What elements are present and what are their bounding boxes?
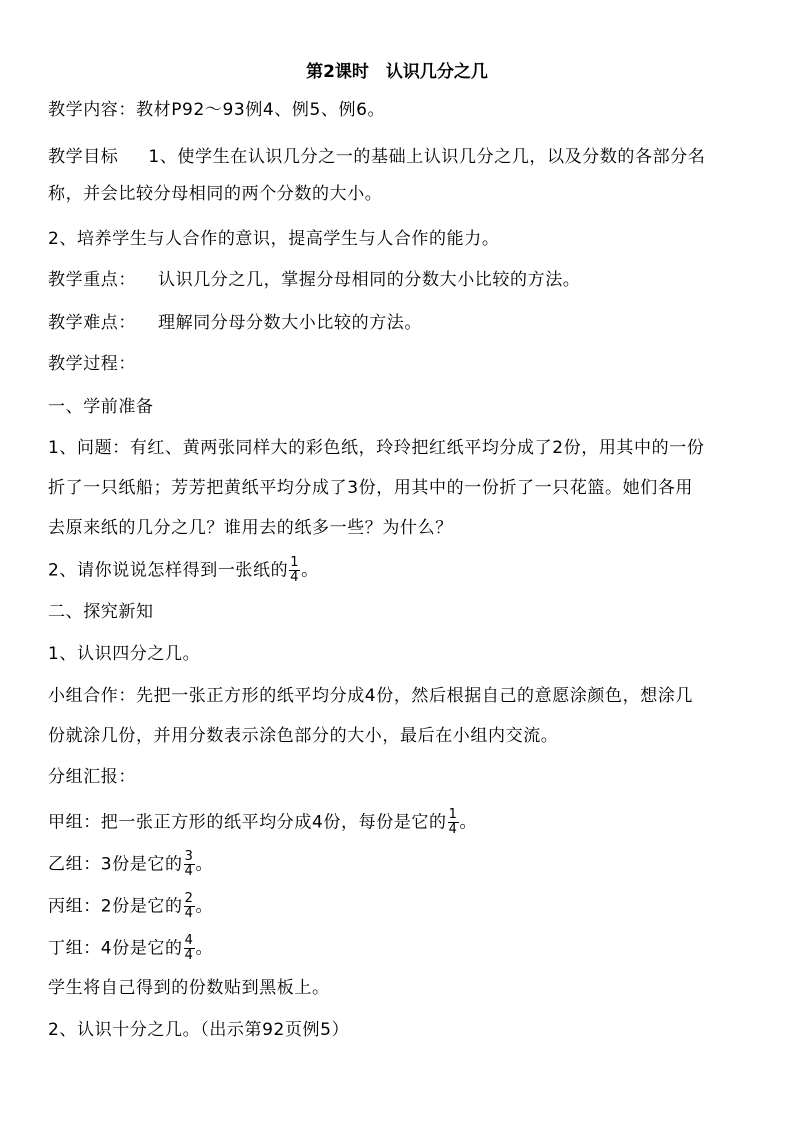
question-1-line-2: 折了一只纸船；芳芳把黄纸平均分成了3份，用其中的一份折了一只花篮。她们各用 [48,478,694,498]
teaching-process: 教学过程： [48,354,136,374]
fraction [184,892,195,921]
fraction-denominator: 4 [184,948,194,963]
report-group-ding [48,934,758,963]
fraction-denominator: 4 [184,906,194,921]
teaching-content: 教学内容：教材P92～93例4、例5、例6。 [48,100,386,120]
report-yi-text: 乙组：3份是它的 [48,854,183,875]
fraction-denominator: 4 [184,864,194,879]
teaching-difficulty [48,311,758,335]
report-bing-text: 丙组：2份是它的 [48,896,183,917]
report-group-jia [48,808,758,837]
fraction [184,850,195,879]
fraction [448,808,459,837]
difficulty-label: 教学难点： [48,313,136,333]
group-cooperation-line-2: 份就涂几份，并用分数表示涂色部分的大小，最后在小组内交流。 [48,726,559,746]
fraction-numerator: 1 [290,555,300,570]
fraction [184,934,195,963]
question-1-line-1: 1、问题：有红、黄两张同样大的彩色纸，玲玲把红纸平均分成了2份，用其中的一份 [48,438,705,458]
fraction-numerator: 1 [448,807,458,822]
fraction-denominator: 4 [290,570,300,585]
group-cooperation-line-1: 小组合作：先把一张正方形的纸平均分成4份，然后根据自己的意愿涂颜色，想涂几 [48,686,694,706]
paste-on-blackboard: 学生将自己得到的份数贴到黑板上。 [48,978,330,998]
report-group-yi [48,850,758,879]
section-heading-1: 一、学前准备 [48,397,154,417]
report-yi-end: 。 [195,854,214,875]
report-group-bing [48,892,758,921]
question-2 [48,556,758,585]
section-heading-2: 二、探究新知 [48,602,154,622]
subsection-2: 2、认识十分之几。（出示第92页例5） [48,1020,350,1040]
teaching-focus [48,268,758,292]
teaching-goal-continued: 称，并会比较分母相同的两个分数的大小。 [48,184,383,204]
report-ding-text: 丁组：4份是它的 [48,938,183,959]
subsection-1: 1、认识四分之几。 [48,644,201,664]
question-1-line-3: 去原来纸的几分之几？谁用去的纸多一些？为什么？ [48,518,453,538]
question-2-end: 。 [301,560,319,581]
fraction-numerator: 3 [184,849,194,864]
focus-text: 认识几分之几，掌握分母相同的分数大小比较的方法。 [158,270,581,290]
goal-text: 1、使学生在认识几分之一的基础上认识几分之几，以及分数的各部分名 [148,147,706,167]
teaching-goal [48,145,758,169]
fraction-numerator: 4 [184,933,194,948]
fraction [289,556,300,585]
report-ding-end: 。 [195,938,214,959]
goal-label: 教学目标 [48,147,119,167]
lesson-title: 第2课时 认识几分之几 [306,62,488,82]
difficulty-text: 理解同分母分数大小比较的方法。 [158,313,422,333]
focus-label: 教学重点： [48,270,136,290]
report-bing-end: 。 [195,896,214,917]
report-jia-text: 甲组：把一张正方形的纸平均分成4份，每份是它的 [48,812,447,833]
fraction-numerator: 2 [184,891,194,906]
teaching-goal-2: 2、培养学生与人合作的意识，提高学生与人合作的能力。 [48,229,500,249]
fraction-denominator: 4 [448,822,458,837]
report-jia-end: 。 [459,812,478,833]
question-2-text: 2、请你说说怎样得到一张纸的 [48,560,289,581]
group-report-heading: 分组汇报： [48,767,136,787]
